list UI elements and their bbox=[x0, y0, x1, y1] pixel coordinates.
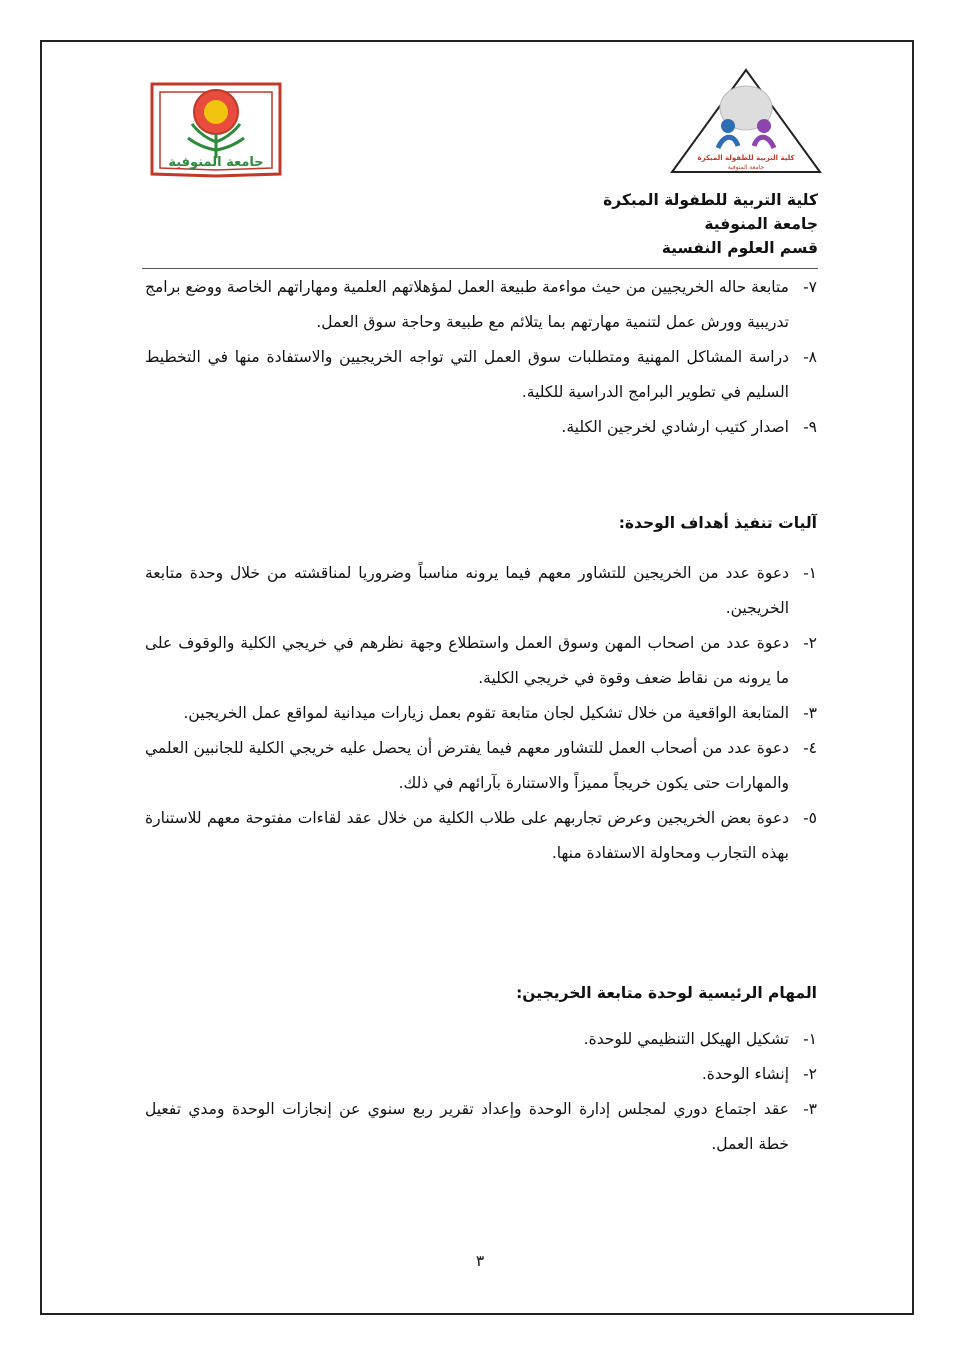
list-item bbox=[145, 410, 817, 445]
item-number: ١- bbox=[803, 564, 817, 582]
list-item bbox=[145, 1057, 817, 1092]
item-text: تشكيل الهيكل التنظيمي للوحدة. bbox=[583, 1030, 789, 1048]
item-text: دعوة بعض الخريجين وعرض تجاربهم على طلاب الكلية من خلال عقد لقاءات مفتوحة معهم للاستنارة بهذه التجارب ومحاولة الاستفادة منها. bbox=[145, 809, 789, 862]
item-number: ٥- bbox=[803, 809, 817, 827]
university-name: جامعة المنوفية bbox=[704, 215, 818, 233]
list-item bbox=[145, 731, 817, 801]
faculty-logo bbox=[668, 68, 824, 176]
item-number: ٤- bbox=[803, 739, 817, 757]
list-item bbox=[145, 340, 817, 410]
item-number: ٧- bbox=[803, 278, 817, 296]
list-item bbox=[145, 696, 817, 731]
list-item bbox=[145, 1092, 817, 1162]
department-name: قسم العلوم النفسية bbox=[661, 239, 818, 257]
item-text: متابعة حاله الخريجيين من حيث مواءمة طبيعة العمل لمؤهلاتهم العلمية ومهاراتهم الخاصة ووضع برامج تدريبية وورش عمل لتنمية مهارتهم بما يتلائم مع طبيعة وحاجة سوق العمل. bbox=[145, 278, 789, 331]
page-number: ٣ bbox=[475, 1252, 485, 1270]
item-text: عقد اجتماع دوري لمجلس إدارة الوحدة وإعداد تقرير ربع سنوي عن إنجازات الوحدة ومدي تفعيل خطة العمل. bbox=[145, 1100, 789, 1153]
section-heading-mechanisms: آليات تنفيذ أهداف الوحدة: bbox=[618, 514, 817, 532]
item-text: دعوة عدد من اصحاب المهن وسوق العمل واستطلاع وجهة نظرهم في خريجي الكلية والوقوف على ما يرونه من نقاط ضعف وقوة في خريجي الكلية. bbox=[145, 634, 789, 687]
item-text: دعوة عدد من الخريجين للتشاور معهم فيما يرونه مناسباً وضروريا لمناقشته من خلال وحدة متابعة الخريجين. bbox=[145, 564, 789, 617]
item-text: اصدار كتيب ارشادي لخرجين الكلية. bbox=[561, 418, 789, 436]
item-text: المتابعة الواقعية من خلال تشكيل لجان متابعة تقوم بعمل زيارات ميدانية لمواقع عمل الخريجين. bbox=[183, 704, 789, 722]
section-heading-main-tasks: المهام الرئيسية لوحدة متابعة الخريجين: bbox=[516, 984, 817, 1002]
list-goals-continued bbox=[145, 270, 817, 445]
college-name: كلية التربية للطفولة المبكرة bbox=[603, 191, 818, 209]
item-number: ٣- bbox=[803, 704, 817, 722]
list-item bbox=[145, 1022, 817, 1057]
list-item bbox=[145, 626, 817, 696]
list-item bbox=[145, 270, 817, 340]
university-logo-text: جامعة المنوفية bbox=[168, 155, 264, 170]
list-mechanisms bbox=[145, 556, 817, 871]
list-main-tasks bbox=[145, 1022, 817, 1162]
item-number: ١- bbox=[803, 1030, 817, 1048]
item-number: ٣- bbox=[803, 1100, 817, 1118]
header-divider bbox=[142, 268, 818, 269]
faculty-logo-text-2: جامعة المنوفية bbox=[727, 164, 765, 171]
list-item bbox=[145, 801, 817, 871]
list-item bbox=[145, 556, 817, 626]
item-text: إنشاء الوحدة. bbox=[701, 1065, 789, 1083]
item-number: ٩- bbox=[803, 418, 817, 436]
document-header bbox=[418, 188, 818, 260]
item-text: دعوة عدد من أصحاب العمل للتشاور معهم فيما يفترض أن يحصل عليه خريجي الكلية للجانبين العلمي والمهارات حتى يكون خريجاً مميزاً والاستنارة بآرائهم في ذلك. bbox=[145, 739, 789, 792]
item-number: ٢- bbox=[803, 1065, 817, 1083]
university-logo bbox=[142, 62, 290, 180]
item-number: ٢- bbox=[803, 634, 817, 652]
item-number: ٨- bbox=[803, 348, 817, 366]
faculty-logo-text-1: كلية التربية للطفولة المبكرة bbox=[697, 154, 795, 162]
item-text: دراسة المشاكل المهنية ومتطلبات سوق العمل التي تواجه الخريجيين والاستفادة منها في التخطيط السليم في تطوير البرامج الدراسية للكلية. bbox=[145, 348, 789, 401]
